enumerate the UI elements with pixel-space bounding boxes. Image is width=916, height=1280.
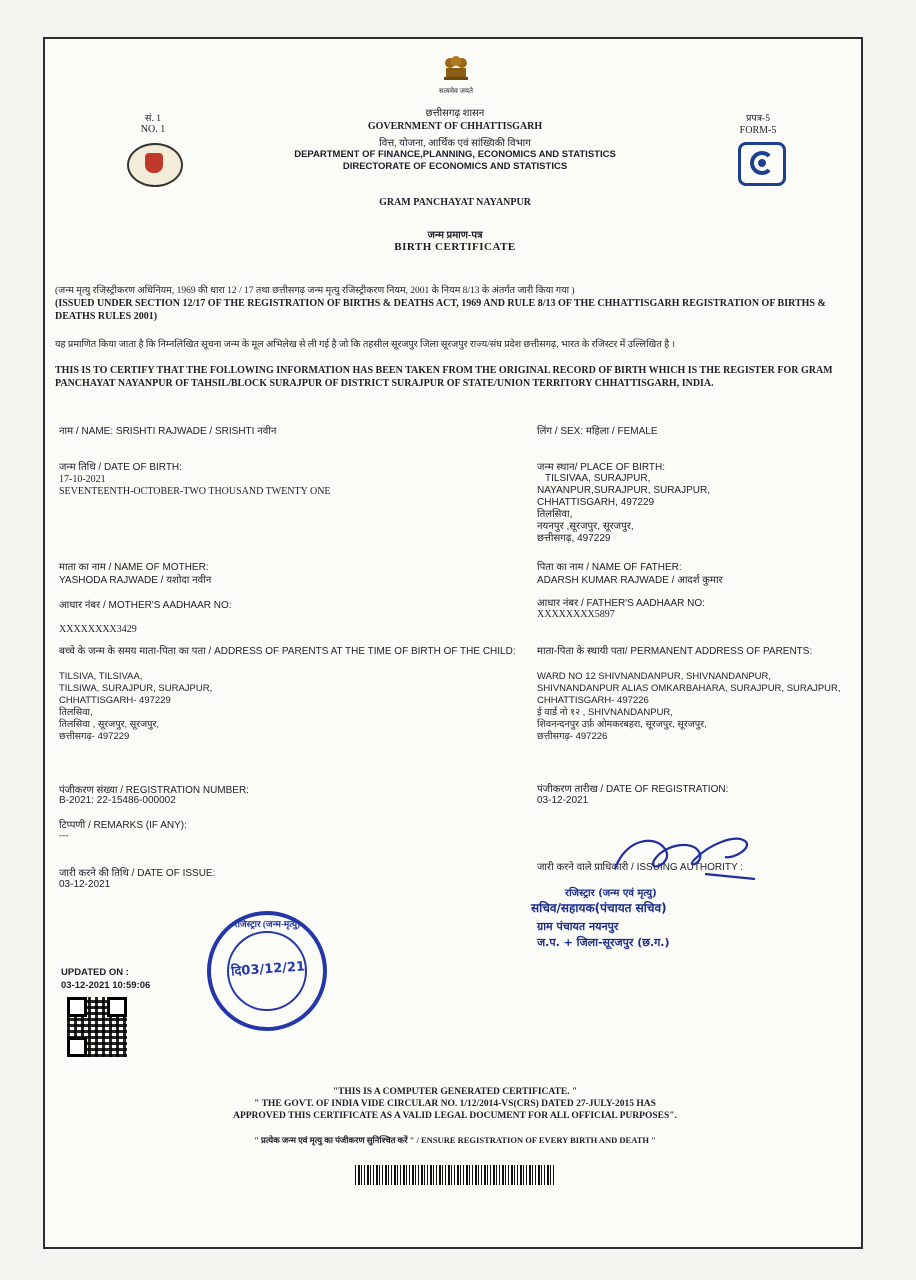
place-of-birth-line: तिलसिवा, [537,509,573,520]
issued-under-hi: (जन्म मृत्यु रजिस्ट्रीकरण अधिनियम, 1969 की धारा 12 / 17 तथा छत्तीसगढ़ जन्म मृत्यु रजिस्ट्रीकरण नियम, 2001 के नियम 8/13 के अंतर्गत जारी किया गया ) [55,286,575,296]
barcode [355,1165,555,1185]
mother-name-value: YASHODA RAJWADE / यशोदा नवीन [59,575,212,586]
father-name-label: पिता का नाम / NAME OF FATHER: [537,562,682,573]
round-seal-stamp [207,911,327,1031]
registration-number-label: पंजीकरण संख्या / REGISTRATION NUMBER: [59,785,249,796]
gov-title-en: GOVERNMENT OF CHHATTISGARH [367,121,543,132]
authority-stamp-line: सचिव/सहायक(पंचायत सचिव) [531,901,667,915]
remarks-label: टिप्पणी / REMARKS (IF ANY): [59,820,187,831]
issue-date-label: जारी करने की तिथि / DATE OF ISSUE: [59,868,216,879]
seal-date: दि03/12/21 [230,959,306,980]
issuing-authority-label: जारी करने वाले प्राधिकारी / ISSUING AUTHORITY : [537,862,744,873]
permanent-address-line: WARD NO 12 SHIVNANDANPUR, SHIVNANDANPUR, [537,671,772,682]
place-of-birth-line: TILSIVAA, SURAJPUR, [545,473,651,484]
dept-title-en: DEPARTMENT OF FINANCE,PLANNING, ECONOMICS AND STATISTICS [294,149,616,160]
place-of-birth-label: जन्म स्थान/ PLACE OF BIRTH: [537,462,665,473]
permanent-address-line: CHHATTISGARH- 497226 [537,695,649,706]
address-at-birth-line: तिलसिवा, [59,707,93,718]
mother-name-label: माता का नाम / NAME OF MOTHER: [59,562,209,573]
updated-on-label: UPDATED ON : [61,967,129,978]
registration-number-value: B-2021: 22-15486-000002 [59,795,176,806]
father-aadhaar-value: XXXXXXXX5897 [537,609,615,620]
emblem-caption: सत्यमेव जयते [439,87,473,95]
issued-under-en: (ISSUED UNDER SECTION 12/17 OF THE REGISTRATION OF BIRTHS & DEATHS ACT, 1969 AND RULE 8/13 OF THE CHHATTISGARH REGISTRATION OF BIRTHS & DEATHS RULES 2001) [55,298,826,322]
certify-statement-hi: यह प्रमाणित किया जाता है कि निम्नलिखित सूचना जन्म के मूल अभिलेख से ली गई है जो कि तहसील सूरजपुर जिला सूरजपुर राज्य/संघ प्रदेश छत्तीसगढ़, भारत के रजिस्टर में उल्लिखित है । [55,340,676,350]
seal-ring-text: रजिस्ट्रार (जन्म-मृत्यु) [233,919,301,929]
address-at-birth-line: CHHATTISGARH- 497229 [59,695,171,706]
form-number-hi: प्रपत्र-5 [746,114,770,124]
place-of-birth-line: CHHATTISGARH, 497229 [537,497,655,508]
footer-slogan: " प्रत्येक जन्म एवं मृत्यु का पंजीकरण सुनिश्चित करें " / ENSURE REGISTRATION OF EVERY BIRTH AND DEATH " [254,1135,656,1145]
footer-circular: " THE GOVT. OF INDIA VIDE CIRCULAR NO. 1/12/2014-VS(CRS) DATED 27-JULY-2015 HAS [254,1099,656,1109]
place-of-birth-line: छत्तीसगढ़, 497229 [537,533,611,544]
certify-statement-en: THIS IS TO CERTIFY THAT THE FOLLOWING INFORMATION HAS BEEN TAKEN FROM THE ORIGINAL RECORD OF BIRTH WHICH IS THE REGISTER FOR GRAM PANCHAYAT NAYANPUR OF TAHSIL/BLOCK SURAJPUR OF DISTRICT SURAJPUR OF STATE/UNION TERRITORY CHHATTISGARH, INDIA. [55,365,833,389]
state-logo-icon [127,143,183,187]
permanent-address-block [537,671,857,743]
place-of-birth-line: नयनपुर ,सूरजपुर, सूरजपुर, [537,521,634,532]
directorate-title: DIRECTORATE OF ECONOMICS AND STATISTICS [342,161,568,172]
dob-words: SEVENTEENTH-OCTOBER-TWO THOUSAND TWENTY ONE [59,486,331,497]
certificate-serial-hi: सं. 1 [145,114,161,124]
permanent-address-line: छत्तीसगढ़- 497226 [537,731,608,742]
permanent-address-line: SHIVNANDANPUR ALIAS OMKARBAHARA, SURAJPUR, SURAJPUR, [537,683,841,694]
father-aadhaar-label: आधार नंबर / FATHER'S AADHAAR NO: [537,598,705,609]
permanent-address-line: ई वार्ड नो १२ , SHIVNANDANPUR, [537,707,673,718]
sex: लिंग / SEX: महिला / FEMALE [537,426,658,437]
permanent-address-line: शिवनन्दनपुर उर्फ़ ओमकरबहरा, सूरजपुर, सूरजपुर, [537,719,707,730]
dob-label: जन्म तिथि / DATE OF BIRTH: [59,462,182,473]
certificate-serial-en: NO. 1 [140,124,166,135]
certificate-title-en: BIRTH CERTIFICATE [394,241,516,253]
issue-date-value: 03-12-2021 [59,879,111,890]
updated-on-value: 03-12-2021 10:59:06 [61,980,151,991]
permanent-address-label: माता-पिता के स्थायी पता/ PERMANENT ADDRESS OF PARENTS: [537,646,813,657]
address-at-birth-line: छत्तीसगढ़- 497229 [59,731,130,742]
footer-approval: APPROVED THIS CERTIFICATE AS A VALID LEGAL DOCUMENT FOR ALL OFFICIAL PURPOSES". [233,1111,677,1121]
dept-title-hi: वित्त, योजना, आर्थिक एवं सांख्यिकी विभाग [379,138,531,149]
footer-computer-generated: "THIS IS A COMPUTER GENERATED CERTIFICATE. " [332,1087,578,1097]
national-emblem-icon [441,53,471,87]
gov-title-hi: छत्तीसगढ़ शासन [425,108,485,119]
dob-value: 17-10-2021 [59,474,106,485]
mother-aadhaar-value: XXXXXXXX3429 [59,624,137,635]
father-name-value: ADARSH KUMAR RAJWADE / आदर्श कुमार [537,575,723,586]
authority-stamp-line: रजिस्ट्रार (जन्म एवं मृत्यु) [565,888,657,899]
place-of-birth-line: NAYANPUR,SURAJPUR, SURAJPUR, [537,485,710,496]
qr-code [67,997,127,1057]
child-name: नाम / NAME: SRISHTI RAJWADE / SRISHTI नवीन [59,426,277,437]
registration-date-value: 03-12-2021 [537,795,589,806]
panchayat-name: GRAM PANCHAYAT NAYANPUR [379,197,531,208]
address-at-birth-block [59,671,359,743]
authority-stamp-line: ग्राम पंचायत नयनपुर [537,920,619,933]
registration-date-label: पंजीकरण तारीख / DATE OF REGISTRATION: [537,784,729,795]
place-of-birth-block [537,473,857,545]
authority-stamp-line: ज.प. + जिला-सूरजपुर (छ.ग.) [537,936,670,949]
mother-aadhaar-label: आधार नंबर / MOTHER'S AADHAAR NO: [59,600,232,611]
certificate-title-hi: जन्म प्रमाण-पत्र [427,230,483,241]
crs-logo-icon [738,142,786,186]
address-at-birth-line: तिलसिवा , सूरजपुर, सूरजपुर, [59,719,160,730]
birth-certificate [43,37,863,1249]
signature-icon [585,829,785,889]
address-at-birth-label: बच्चे के जन्म के समय माता-पिता का पता / ADDRESS OF PARENTS AT THE TIME OF BIRTH OF THE CHILD: [59,646,516,657]
remarks-value: --- [59,831,69,841]
address-at-birth-line: TILSIVA, TILSIVAA, [59,671,143,682]
form-number-en: FORM-5 [739,125,777,136]
address-at-birth-line: TILSIWA, SURAJPUR, SURAJPUR, [59,683,213,694]
